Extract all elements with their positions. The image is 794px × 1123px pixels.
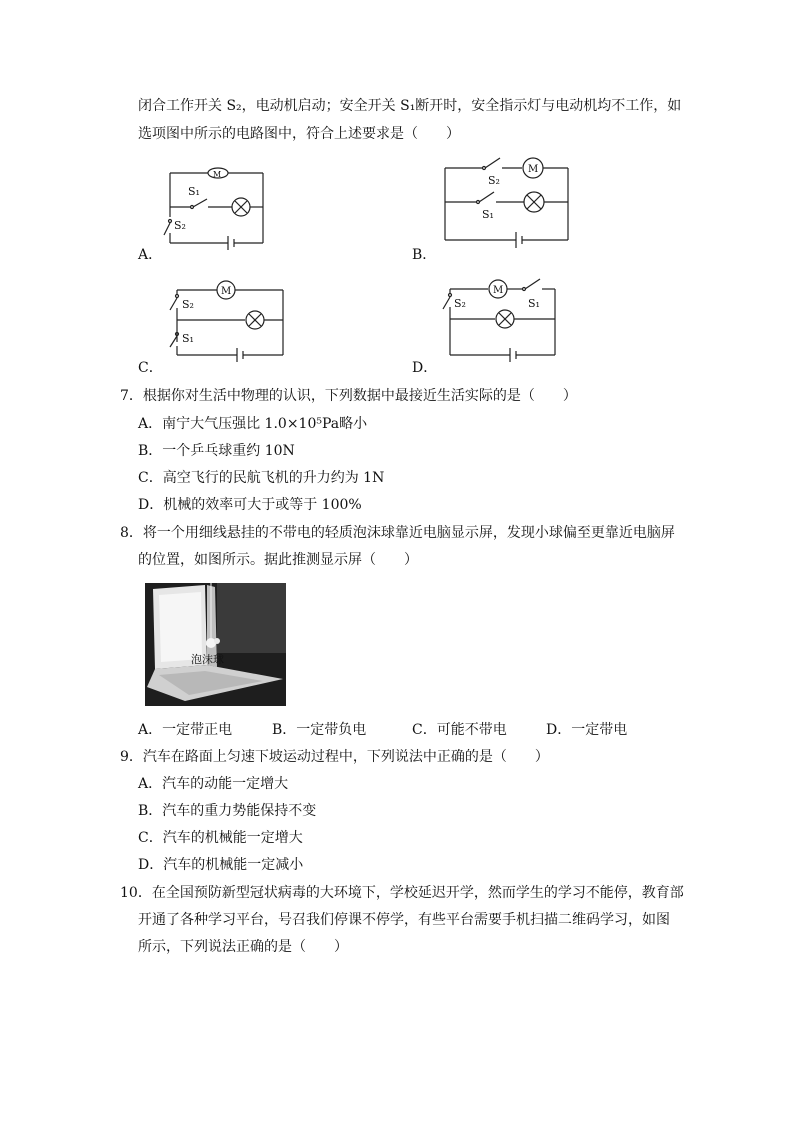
q7-option-a: A．南宁大气压强比 1.0×10⁵Pa略小	[138, 416, 368, 432]
svg-text:M: M	[213, 170, 222, 179]
circuit-diagram-c	[165, 280, 290, 365]
circuit-diagram-d	[440, 275, 565, 365]
circuit-c-label-s-bottom: S₁	[182, 332, 194, 345]
q8-option-d: D．一定带电	[546, 722, 628, 738]
circuit-c-motor-label: M	[221, 286, 232, 297]
q7-option-d: D．机械的效率可大于或等于 100%	[138, 497, 362, 513]
q7-stem: 7．根据你对生活中物理的认识，下列数据中最接近生活实际的是（ ）	[120, 388, 577, 404]
q8-text-line2: 的位置，如图所示。据此推测显示屏（ ）	[138, 552, 418, 568]
q6-option-a-label: A．	[138, 247, 163, 263]
foam-ball-label: 泡沫球	[191, 653, 224, 666]
q10-text-line2: 开通了各种学习平台，号召我们停课不停学，有些平台需要手机扫描二维码学习，如图	[138, 912, 670, 928]
circuit-b-label-s-top: S₂	[488, 174, 500, 187]
q9-option-c: C．汽车的机械能一定增大	[138, 830, 303, 846]
q7-option-b: B．一个乒乓球重约 10N	[138, 443, 295, 459]
q6-text-line2: 选项图中所示的电路图中，符合上述要求是（ ）	[138, 126, 460, 142]
circuit-diagram-a	[160, 165, 280, 250]
circuit-b-label-s-bottom: S₁	[482, 208, 494, 221]
q9-option-b: B．汽车的重力势能保持不变	[138, 803, 317, 819]
circuit-d-motor-label: M	[493, 285, 504, 296]
q6-option-d-label: D．	[412, 360, 438, 376]
q8-option-c: C．可能不带电	[412, 722, 507, 738]
q10-text-line1: 10．在全国预防新型冠状病毒的大环境下，学校延迟开学，然而学生的学习不能停，教育部	[120, 885, 684, 901]
q9-stem: 9．汽车在路面上匀速下坡运动过程中，下列说法中正确的是（ ）	[120, 749, 549, 765]
circuit-d-label-s-top: S₂	[454, 297, 466, 310]
q6-option-c-label: C．	[138, 360, 163, 376]
q6-text-line1: 闭合工作开关 S₂，电动机启动；安全开关 S₁断开时，安全指示灯与电动机均不工作，如	[138, 98, 682, 114]
circuit-d-label-s-bottom: S₁	[528, 297, 540, 310]
circuit-c-label-s-top: S₂	[182, 298, 194, 311]
q7-option-c: C．高空飞行的民航飞机的升力约为 1N	[138, 470, 385, 486]
q8-option-a: A．一定带正电	[138, 722, 233, 738]
q6-option-b-label: B．	[412, 247, 437, 263]
q10-text-line3: 所示，下列说法正确的是（ ）	[138, 939, 348, 955]
q9-option-a: A．汽车的动能一定增大	[138, 776, 289, 792]
circuit-a-label-s-top: S₁	[188, 185, 200, 198]
q8-text-line1: 8．将一个用细线悬挂的不带电的轻质泡沫球靠近电脑显示屏，发现小球偏至更靠近电脑屏	[120, 525, 675, 541]
q9-option-d: D．汽车的机械能一定减小	[138, 857, 304, 873]
laptop-photo-illustration	[145, 583, 286, 706]
circuit-b-motor-label: M	[528, 164, 539, 175]
circuit-diagram-b	[440, 150, 575, 250]
q8-option-b: B．一定带负电	[272, 722, 367, 738]
laptop-photo	[145, 583, 286, 706]
circuit-a-label-s-bottom: S₂	[174, 219, 186, 232]
